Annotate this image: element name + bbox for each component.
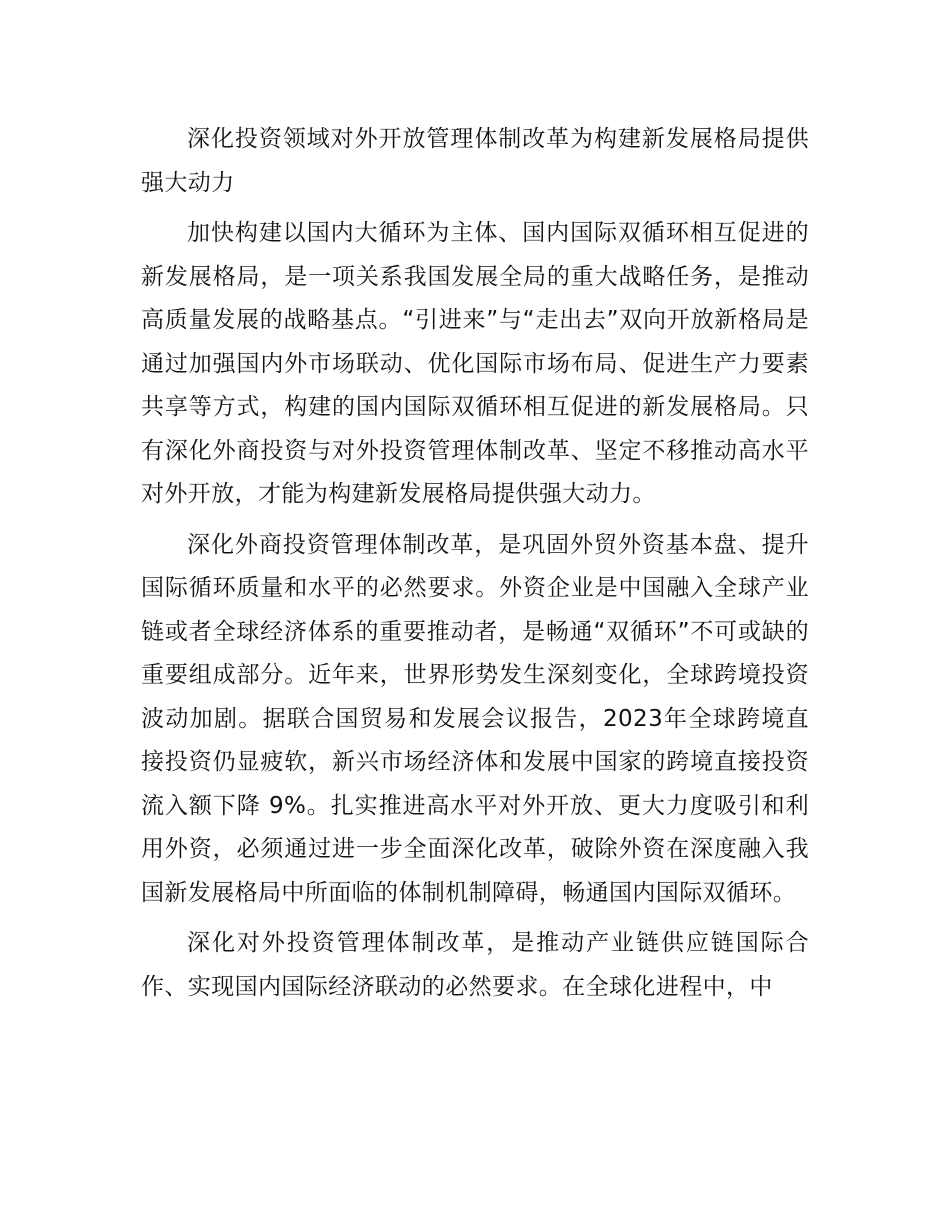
paragraph-3: 深化对外投资管理体制改革，是推动产业链供应链国际合作、实现国内国际经济联动的必然要求。在全球化进程中，中 bbox=[141, 930, 809, 1000]
document-body bbox=[141, 118, 809, 1016]
document-title: 深化投资领域对外开放管理体制改革为构建新发展格局提供强大动力 bbox=[141, 126, 809, 196]
paragraph-2: 深化外商投资管理体制改革，是巩固外贸外资基本盘、提升国际循环质量和水平的必然要求。外资企业是中国融入全球产业链或者全球经济体系的重要推动者，是畅通“双循环”不可或缺的重要组成部分。近年来，世界形势发生深刻变化，全球跨境投资波动加剧。据联合国贸易和发展会议报告，2023年全球跨境直接投资仍显疲软，新兴市场经济体和发展中国家的跨境直接投资流入额下降 9%。扎实推进高水平对外开放、更大力度吸引和利用外资，必须通过进一步全面深化改革，破除外资在深度融入我国新发展格局中所面临的体制机制障碍，畅通国内国际双循环。 bbox=[141, 531, 809, 906]
paragraph-1: 加快构建以国内大循环为主体、国内国际双循环相互促进的新发展格局，是一项关系我国发展全局的重大战略任务，是推动高质量发展的战略基点。“引进来”与“走出去”双向开放新格局是通过加强国内外市场联动、优化国际市场布局、促进生产力要素共享等方式，构建的国内国际双循环相互促进的新发展格局。只有深化外商投资与对外投资管理体制改革、坚定不移推动高水平对外开放，才能为构建新发展格局提供强大动力。 bbox=[141, 220, 809, 507]
